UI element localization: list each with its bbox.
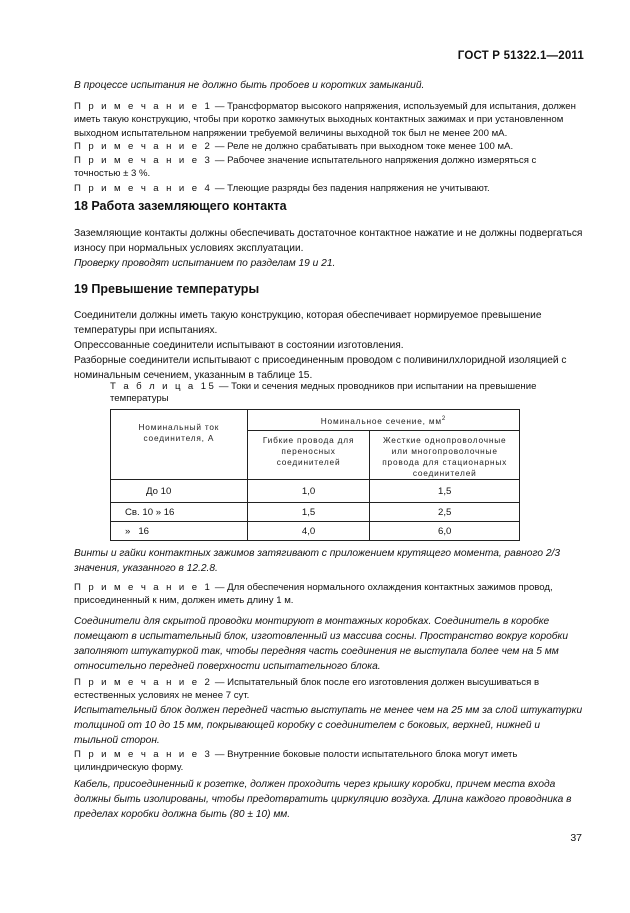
- cable-paragraph: [74, 777, 584, 822]
- header-section-sup: 2: [441, 415, 446, 422]
- cell-current: Св. 10 » 16: [111, 503, 248, 522]
- table-15-title: — Токи и сечения медных проводников при испытании на превышение температуры: [110, 381, 537, 404]
- notes-block: [74, 100, 584, 196]
- table-15-caption: [110, 381, 550, 405]
- section-18-body: [74, 226, 584, 271]
- after-note-1-label: П р и м е ч а н и е 1: [74, 582, 213, 593]
- table-row: [111, 480, 520, 503]
- header-rigid: Жесткие однопроволочные или многопроволочные провода для стационарных соединителей: [370, 431, 520, 480]
- intro-block: [74, 78, 584, 93]
- cable-text: Кабель, присоединенный к розетке, должен проходить через крышку коробки, причем места входа должны быть изолированы, чтобы предотвратить циркуляцию воздуха. Длина каждого проводника в пределах коробки должна быть (80 ± 10) мм.: [74, 779, 572, 820]
- note-3-text: — Рабочее значение испытательного напряжения должно измеряться с точностью ± 3 %.: [74, 154, 537, 180]
- after-note-3-text: — Внутренние боковые полости испытательного блока могут иметь цилиндрическую форму.: [74, 749, 518, 774]
- note-3: [74, 154, 584, 181]
- cell-flexible: 1,5: [247, 503, 370, 522]
- note-4-text: — Тлеющие разряды без падения напряжения не учитывают.: [212, 183, 490, 195]
- note-3-label: П р и м е ч а н и е 3: [74, 154, 213, 166]
- concealed-wiring-block: [74, 614, 584, 674]
- section-19-title: 19 Превышение температуры: [74, 282, 260, 296]
- table-row: [111, 503, 520, 522]
- section-19-p3: Разборные соединители испытывают с присоединенным проводом с поливинилхлоридной изоляцией с номинальным сечением, указанным в таблице 15.: [74, 355, 567, 381]
- section-19-p1: Соединители должны иметь такую конструкцию, которая обеспечивает нормируемое превышение температуры при испытаниях.: [74, 310, 542, 336]
- table-15: [110, 409, 520, 541]
- header-flexible: Гибкие провода для переносных соединителей: [247, 431, 370, 480]
- table-row: [111, 522, 520, 541]
- intro-text: В процессе испытания не должно быть пробоев и коротких замыканий.: [74, 80, 425, 91]
- note-1-label: П р и м е ч а н и е 1: [74, 101, 213, 112]
- header-section: Номинальное сечение, $мм^2$: [247, 410, 519, 431]
- cell-current: » 16: [111, 522, 248, 541]
- note-1-text: — Трансформатор высокого напряжения, используемый для испытания, должен иметь такую конструкцию, чтобы при коротко замкнутых выходных контактных зажимах и при установленном выходном испытательном напряжении требуемой величины выходной ток был не менее 200 мА.: [74, 101, 576, 139]
- note-2-text: — Реле не должно срабатывать при выходном токе менее 100 мА.: [212, 141, 514, 153]
- after-table-block: [74, 546, 584, 576]
- after-note-3: [74, 748, 584, 775]
- section-18-p2: Проверку проводят испытанием по разделам 19 и 21.: [74, 258, 336, 269]
- cell-rigid: 2,5: [370, 503, 520, 522]
- section-19-body: [74, 308, 584, 383]
- after-note-2-label: П р и м е ч а н и е 2: [74, 677, 213, 688]
- note-1: [74, 100, 584, 140]
- section-18-title: 18 Работа заземляющего контакта: [74, 199, 287, 213]
- note-4-label: П р и м е ч а н и е 4: [74, 183, 213, 195]
- section-18-p1: Заземляющие контакты должны обеспечивать достаточное контактное нажатие и не должны подвергаться износу при нормальных условиях эксплуатации.: [74, 228, 583, 254]
- cell-rigid: 6,0: [370, 522, 520, 541]
- page-number: 37: [570, 832, 582, 844]
- after-note-1-text: — Для обеспечения нормального охлаждения контактных зажимов провод, присоединенный к ним, должен иметь длину 1 м.: [74, 582, 553, 607]
- table-15-label: Т а б л и ц а 15: [110, 381, 217, 392]
- cell-rigid: 1,5: [370, 480, 520, 503]
- note-4: [74, 182, 584, 195]
- document-header: ГОСТ Р 51322.1—2011: [457, 50, 584, 62]
- test-block-text: Испытательный блок должен передней частью выступать не менее чем на 25 мм за слой штукатурки толщиной от 10 до 15 мм, покрывающей коробку с соединителем с боковых, верхней, нижней и тыльной сторон.: [74, 705, 583, 746]
- after-note-1: [74, 581, 584, 608]
- cell-flexible: 4,0: [247, 522, 370, 541]
- test-block-paragraph: [74, 703, 584, 748]
- note-2-label: П р и м е ч а н и е 2: [74, 141, 213, 153]
- section-19-p2: Опрессованные соединители испытывают в состоянии изготовления.: [74, 340, 404, 351]
- note-2: [74, 140, 584, 153]
- after-note-2: [74, 676, 584, 703]
- after-note-3-label: П р и м е ч а н и е 3: [74, 749, 213, 760]
- after-note-2-text: — Испытательный блок после его изготовления должен высушиваться в естественных условиях не менее 7 сут.: [74, 677, 540, 702]
- header-rated-current: Номинальный ток соединителя, А: [111, 410, 248, 480]
- cell-flexible: 1,0: [247, 480, 370, 503]
- torque-text: Винты и гайки контактных зажимов затягивают с приложением крутящего момента, равного 2/3 значения, указанного в 12.2.8.: [74, 548, 561, 574]
- cell-current: До 10: [111, 480, 248, 503]
- concealed-wiring-text: Соединители для скрытой проводки монтируют в монтажных коробках. Соединитель в коробке помещают в испытательный блок, изготовленный из массива сосны. Пространство вокруг коробки заполняют штукатуркой так, чтобы передняя часть соединения не выступала более чем на 5 мм относительно передней поверхности испытательного блока.: [74, 616, 568, 672]
